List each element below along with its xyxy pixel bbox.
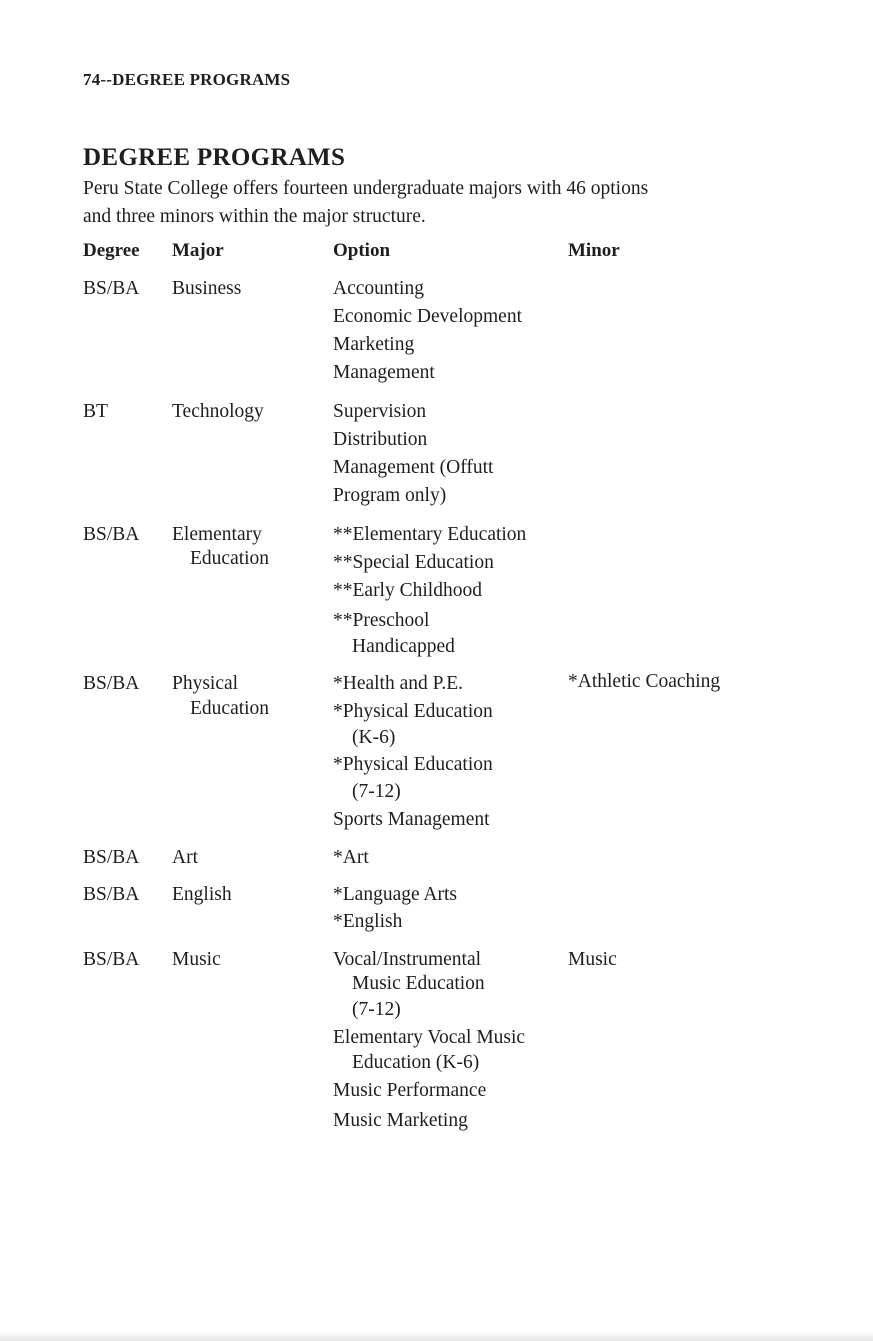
option-cell: Music Education — [352, 973, 485, 994]
option-cell: Supervision — [333, 401, 427, 422]
option-cell: Vocal/Instrumental — [333, 949, 482, 970]
option-cell: Management — [333, 362, 435, 383]
option-cell: (K-6) — [352, 727, 396, 748]
option-cell: Management (Offutt — [333, 457, 494, 478]
option-cell: Elementary Vocal Music — [333, 1027, 526, 1048]
degree-cell: BS/BA — [83, 524, 140, 545]
column-header-major: Major — [172, 240, 224, 261]
option-cell: (7-12) — [352, 781, 401, 802]
degree-cell: BS/BA — [83, 884, 140, 905]
option-cell: **Preschool — [333, 610, 430, 631]
column-header-degree: Degree — [83, 240, 140, 261]
major-cell: Education — [190, 548, 270, 569]
option-cell: Handicapped — [352, 636, 455, 657]
degree-cell: BS/BA — [83, 673, 140, 694]
intro-paragraph — [83, 175, 773, 231]
option-cell: **Early Childhood — [333, 580, 482, 601]
major-cell: Music — [172, 949, 221, 970]
major-cell: Elementary — [172, 524, 262, 545]
major-cell: Technology — [172, 401, 264, 422]
option-cell: Marketing — [333, 334, 415, 355]
option-cell: Sports Management — [333, 809, 490, 830]
degree-cell: BS/BA — [83, 949, 140, 970]
option-cell: *English — [333, 911, 403, 932]
major-cell: Art — [172, 847, 198, 868]
major-cell: Business — [172, 278, 242, 299]
degree-cell: BT — [83, 401, 108, 422]
option-cell: Education (K-6) — [352, 1052, 480, 1073]
option-cell: Accounting — [333, 278, 424, 299]
option-cell: *Art — [333, 847, 369, 868]
option-cell: *Physical Education — [333, 701, 493, 722]
column-header-minor: Minor — [568, 240, 620, 261]
option-cell: *Physical Education — [333, 754, 493, 775]
minor-cell: Music — [568, 949, 617, 970]
option-cell: *Language Arts — [333, 884, 458, 905]
page-title: DEGREE PROGRAMS — [83, 144, 346, 171]
minor-cell: *Athletic Coaching — [568, 671, 721, 692]
option-cell: Music Performance — [333, 1080, 487, 1101]
degree-cell: BS/BA — [83, 278, 140, 299]
running-head: 74--DEGREE PROGRAMS — [83, 70, 291, 89]
option-cell: Distribution — [333, 429, 428, 450]
option-cell: **Special Education — [333, 552, 494, 573]
option-cell: *Health and P.E. — [333, 673, 463, 694]
degree-cell: BS/BA — [83, 847, 140, 868]
scan-edge-shadow — [0, 1331, 873, 1341]
intro-line: and three minors within the major structure. — [83, 206, 426, 227]
major-cell: English — [172, 884, 232, 905]
intro-line: Peru State College offers fourteen undergraduate majors with 46 options — [83, 178, 649, 199]
major-cell: Physical — [172, 673, 239, 694]
option-cell: (7-12) — [352, 999, 401, 1020]
column-header-option: Option — [333, 240, 391, 261]
option-cell: Economic Development — [333, 306, 522, 327]
option-cell: **Elementary Education — [333, 524, 527, 545]
option-cell: Music Marketing — [333, 1110, 468, 1131]
option-cell: Program only) — [333, 485, 447, 506]
major-cell: Education — [190, 698, 270, 719]
